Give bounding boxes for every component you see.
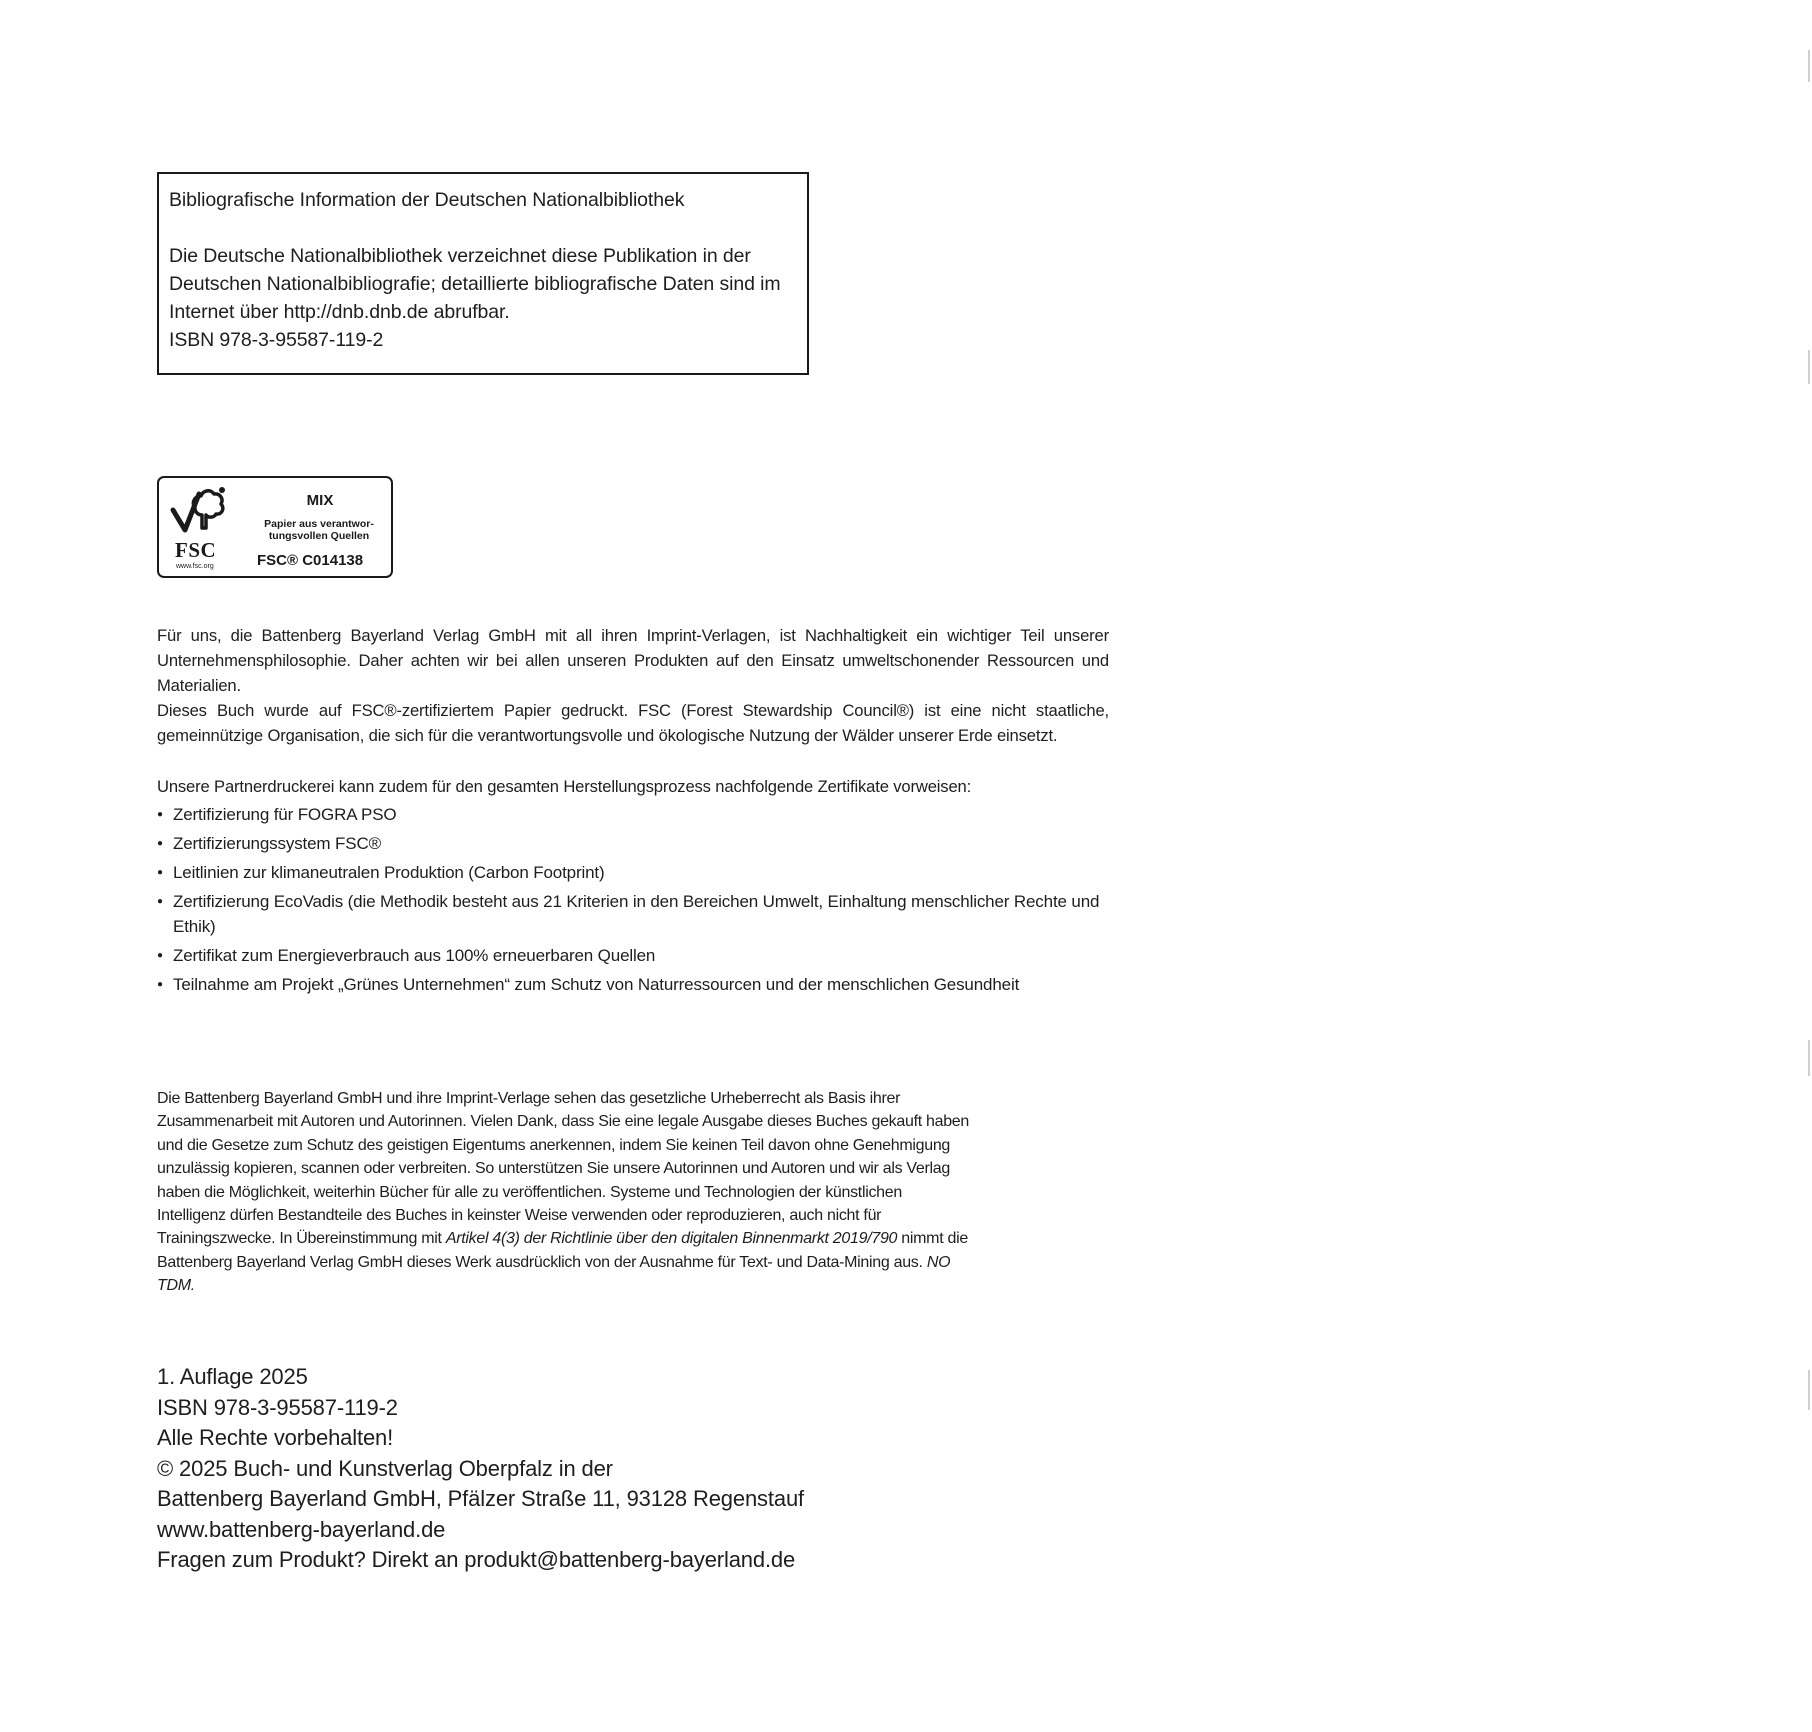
bullet-icon: ● xyxy=(157,809,163,820)
bullet-icon: ● xyxy=(157,896,163,907)
sustainability-paragraph: Dieses Buch wurde auf FSC®-zertifiziertem Papier gedruckt. FSC (Forest Stewardship Council®) ist eine nicht staatliche, gemeinnützige Organisation, die sich für die verantwortungsvolle und ökologische Nutzung der Wälder unserer Erde einsetzt. xyxy=(157,701,1109,745)
eu-directive-reference: Artikel 4(3) der Richtlinie über den digitalen Binnenmarkt 2019/790 xyxy=(445,1230,898,1248)
imprint-block xyxy=(157,1362,877,1576)
no-tdm-label: NO TDM. xyxy=(157,1253,951,1295)
rights-line: Alle Rechte vorbehalten! xyxy=(157,1425,394,1450)
certificate-item: ● Zertifizierung für FOGRA PSO xyxy=(157,802,1117,827)
certificate-list xyxy=(157,802,1117,997)
fsc-wordmark: FSC xyxy=(175,538,217,562)
bullet-icon: ● xyxy=(157,979,163,990)
bullet-icon: ● xyxy=(157,867,163,878)
page-edge-mark xyxy=(1808,50,1810,82)
fsc-mix-label: MIX xyxy=(306,492,334,509)
fsc-logo xyxy=(157,476,393,578)
copyright-paragraph: Die Battenberg Bayerland GmbH und ihre Imprint-Verlage sehen das gesetzliche Urheberrecht als Basis ihrer Zusammenarbeit mit Autoren und Autorinnen. Vielen Dank, dass Sie eine legale Ausgabe dieses Buches gekauft haben und die Gesetze zum Schutz des geistigen Eigentums anerkennen, indem Sie keinen Teil davon ohne Genehmigung unzulässig kopieren, scannen oder verbreiten. So unterstützen Sie unsere Autorinnen und Autoren und wir als Verlag haben die Möglichkeit, weiterhin Bücher für alle zu veröffentlichen. Systeme und Technologien der künstlichen Intelligenz dürfen Bestandteile des Buches in keinster Weise verwenden oder reproduzieren, auch nicht für Trainingszwecke. In Übereinstimmung mit Artikel 4(3) der Richtlinie über den digitalen Binnenmarkt 2019/790 nimmt die Battenberg Bayerland Verlag GmbH dieses Werk ausdrücklich von der Ausnahme für Text- und Data-Mining aus. NO TDM. xyxy=(157,1090,969,1295)
certificate-item: ● Leitlinien zur klimaneutralen Produktion (Carbon Footprint) xyxy=(157,860,1117,885)
bullet-icon: ● xyxy=(157,838,163,849)
certificate-item: ● Teilnahme am Projekt „Grünes Unternehmen“ zum Schutz von Naturressourcen und der menschlichen Gesundheit xyxy=(157,972,1117,997)
copyright-notice xyxy=(157,1087,973,1298)
fsc-paper-label xyxy=(249,518,389,542)
certificate-item: ● Zertifizierungssystem FSC® xyxy=(157,831,1117,856)
bullet-icon: ● xyxy=(157,950,163,961)
isbn-line: ISBN 978-3-95587-119-2 xyxy=(157,1394,398,1420)
edition-line: 1. Auflage 2025 xyxy=(157,1364,308,1389)
page-edge-mark xyxy=(1808,1370,1810,1410)
fsc-paper-line: tungsvollen Quellen xyxy=(268,530,370,542)
certificate-item: ● Zertifizierung EcoVadis (die Methodik besteht aus 21 Kriterien in den Bereichen Umwelt, Einhaltung menschlicher Rechte und Ethik) xyxy=(157,889,1117,939)
dnb-line: Internet über http://dnb.dnb.de abrufbar. xyxy=(169,301,510,323)
contact-line: Fragen zum Produkt? Direkt an produkt@battenberg-bayerland.de xyxy=(157,1547,796,1572)
dnb-title: Bibliografische Information der Deutschen Nationalbibliothek xyxy=(169,189,685,211)
address-line: Battenberg Bayerland GmbH, Pfälzer Straße 11, 93128 Regenstauf xyxy=(157,1486,805,1511)
fsc-url: www.fsc.org xyxy=(176,563,214,570)
dnb-line: Die Deutsche Nationalbibliothek verzeichnet diese Publikation in der xyxy=(169,245,751,267)
partner-certificates xyxy=(157,774,1117,1001)
certificate-item: ● Zertifikat zum Energieverbrauch aus 100% erneuerbaren Quellen xyxy=(157,943,1117,968)
fsc-tree-checkmark-icon xyxy=(169,484,229,536)
sustainability-text xyxy=(157,623,1109,748)
sustainability-paragraph: Für uns, die Battenberg Bayerland Verlag GmbH mit all ihren Imprint-Verlagen, ist Nachhaltigkeit ein wichtiger Teil unserer Unternehmensphilosophie. Daher achten wir bei allen unseren Produkten auf den Einsatz umweltschonender Ressourcen und Materialien. xyxy=(157,626,1109,695)
fsc-license-code: FSC® C014138 xyxy=(257,552,364,569)
publisher-line: © 2025 Buch- und Kunstverlag Oberpfalz in der xyxy=(157,1455,613,1481)
partner-intro: Unsere Partnerdruckerei kann zudem für den gesamten Herstellungsprozess nachfolgende Zertifikate vorweisen: xyxy=(157,777,972,796)
dnb-isbn: ISBN 978-3-95587-119-2 xyxy=(169,329,384,351)
dnb-bibliographic-box xyxy=(157,172,809,375)
fsc-paper-line: Papier aus verantwor- xyxy=(264,518,374,530)
page-edge-mark xyxy=(1808,1040,1810,1076)
dnb-line: Deutschen Nationalbibliografie; detaillierte bibliografische Daten sind im xyxy=(169,273,781,295)
page-edge-mark xyxy=(1808,350,1810,384)
website-link[interactable]: www.battenberg-bayerland.de xyxy=(157,1516,446,1542)
